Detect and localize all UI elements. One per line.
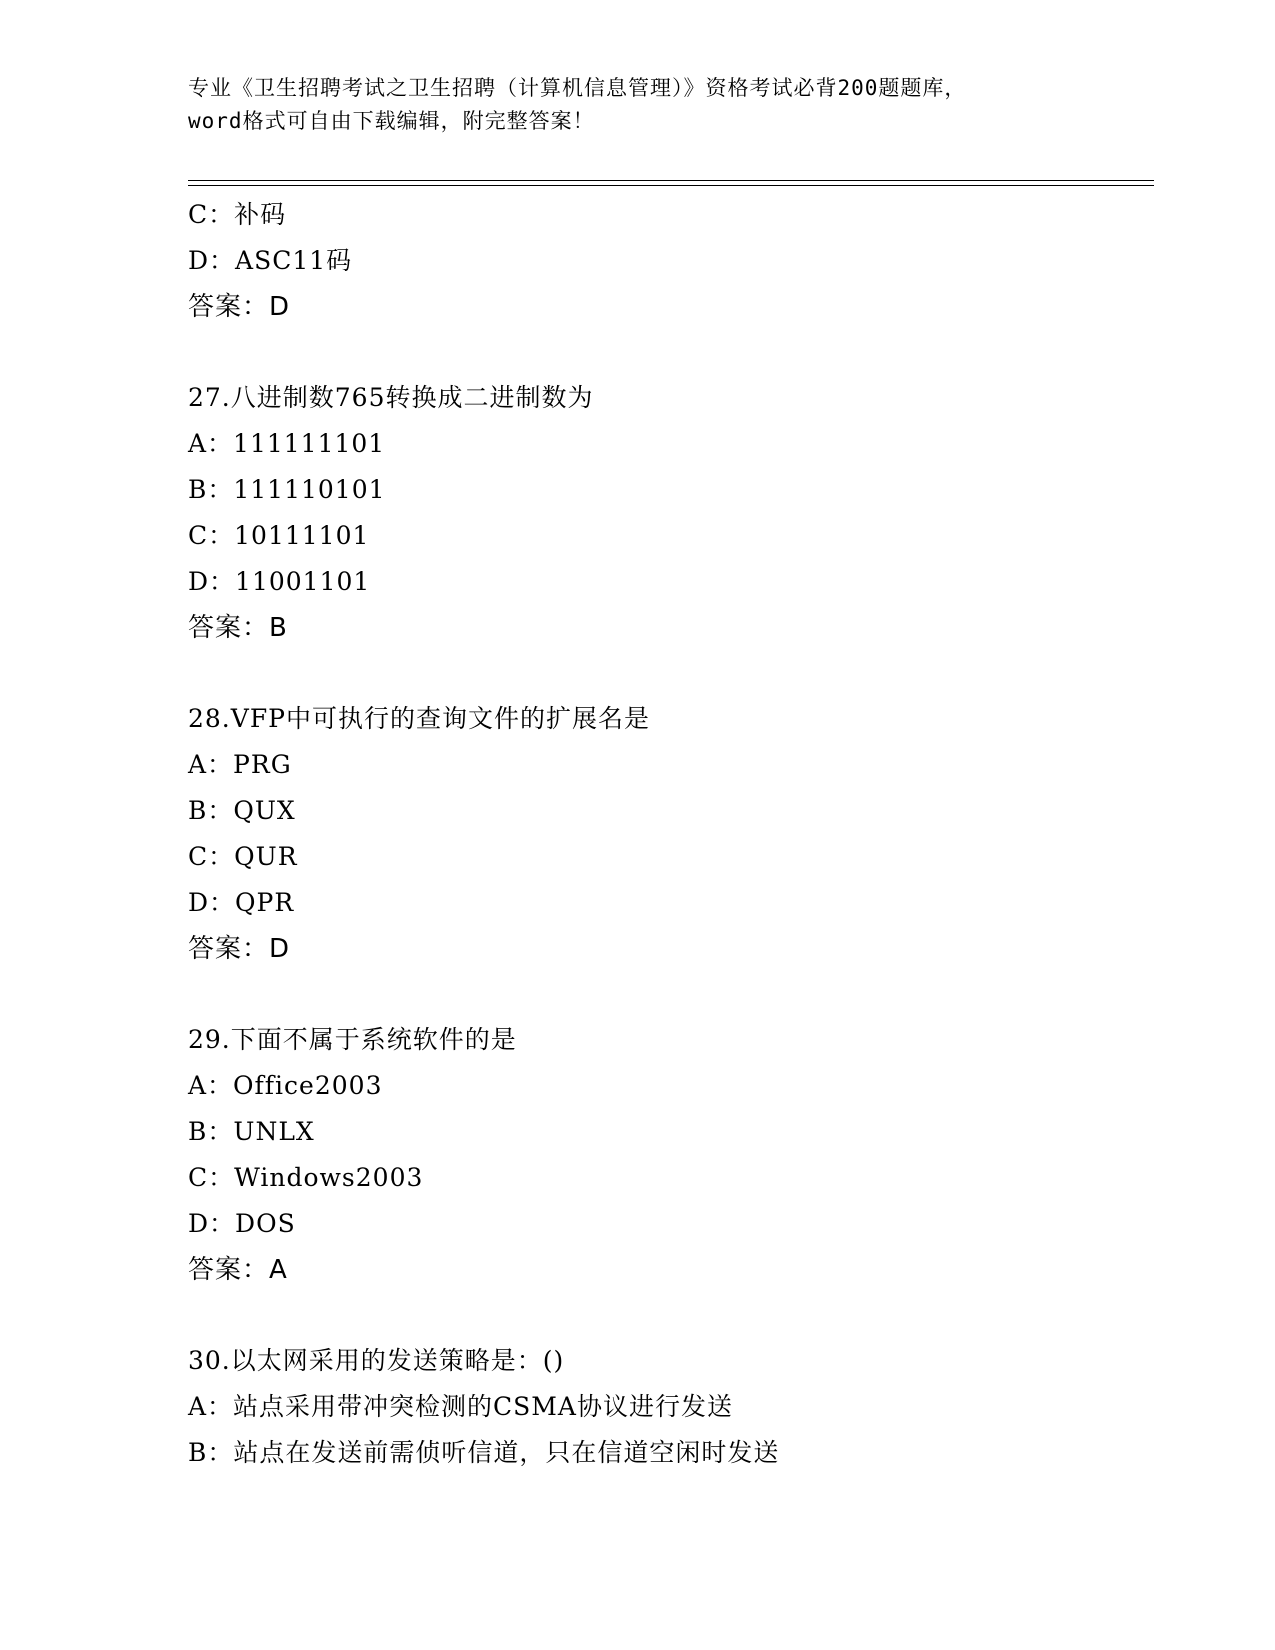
answer-line: 答案：B — [188, 613, 288, 643]
option-line: C：QUR — [188, 842, 298, 871]
option-line: B：111110101 — [188, 475, 386, 504]
block-spacer — [188, 972, 1154, 1017]
option-line: B：站点在发送前需侦听信道，只在信道空闲时发送 — [188, 1438, 780, 1467]
block-spacer — [188, 330, 1154, 375]
option-line: D：ASC11码 — [188, 246, 353, 275]
option-line: C：10111101 — [188, 521, 370, 550]
question-list — [188, 192, 1154, 1476]
option-line: B：QUX — [188, 796, 296, 825]
header-divider-bottom — [188, 185, 1154, 186]
answer-line: 答案：A — [188, 1255, 288, 1285]
option-line: C：Windows2003 — [188, 1163, 424, 1192]
header-line-1: 专业《卫生招聘考试之卫生招聘（计算机信息管理）》资格考试必背200题题库， — [188, 76, 967, 100]
header-line-2: word格式可自由下载编辑，附完整答案！ — [188, 109, 595, 133]
option-line: B：UNLX — [188, 1117, 315, 1146]
question-title: 28.VFP中可执行的查询文件的扩展名是 — [188, 704, 650, 733]
answer-line: 答案：D — [188, 292, 291, 322]
header-divider-top — [188, 180, 1154, 181]
option-line: D：11001101 — [188, 567, 371, 596]
option-line: D：DOS — [188, 1209, 296, 1238]
option-line: A：Office2003 — [188, 1071, 383, 1100]
option-line: D：QPR — [188, 888, 295, 917]
option-line: A：站点采用带冲突检测的CSMA协议进行发送 — [188, 1392, 733, 1421]
answer-line: 答案：D — [188, 934, 291, 964]
block-spacer — [188, 1293, 1154, 1338]
document-header — [188, 72, 1088, 138]
option-line: C：补码 — [188, 200, 287, 229]
option-line: A：PRG — [188, 750, 292, 779]
block-spacer — [188, 651, 1154, 696]
question-title: 27.八进制数765转换成二进制数为 — [188, 383, 594, 412]
option-line: A：111111101 — [188, 429, 386, 458]
question-title: 29.下面不属于系统软件的是 — [188, 1025, 517, 1054]
question-title: 30.以太网采用的发送策略是：() — [188, 1346, 565, 1375]
